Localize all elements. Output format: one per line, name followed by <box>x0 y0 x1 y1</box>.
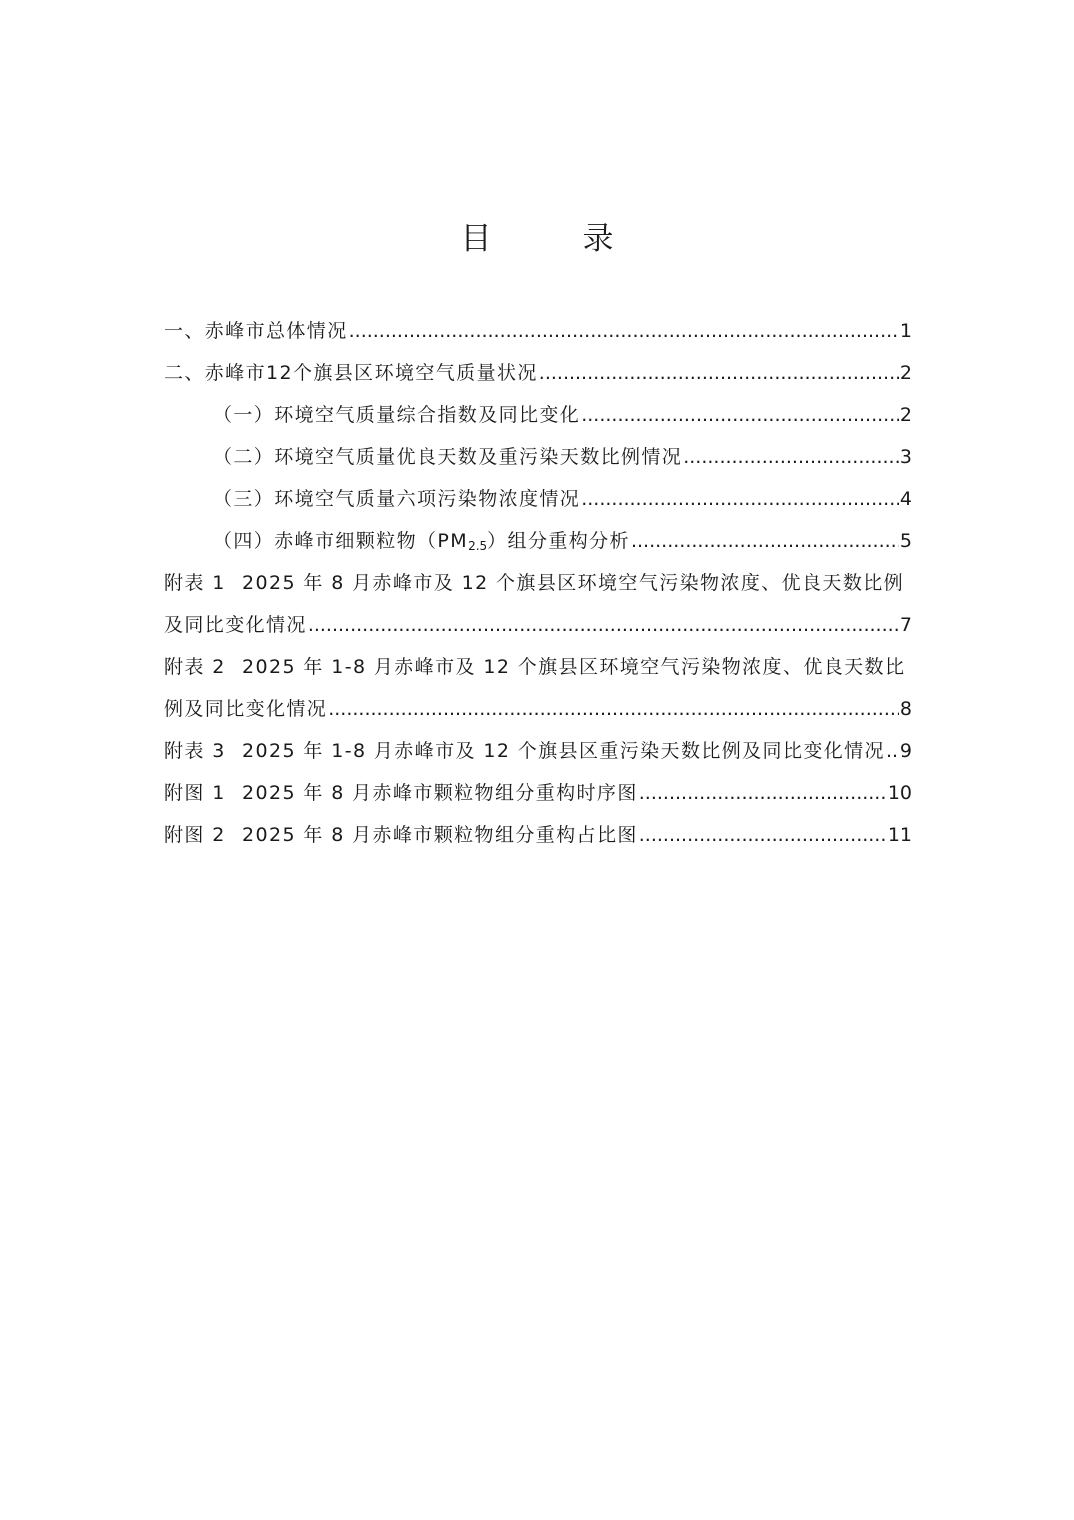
toc-page-number: 7 <box>899 614 912 636</box>
appendix-label: 附表 2 <box>164 656 226 678</box>
leader-dots <box>581 478 899 520</box>
toc-appendix-entry[interactable] <box>164 646 912 730</box>
toc-figure-entry[interactable] <box>164 772 912 814</box>
figure-label: 附图 1 <box>164 782 226 804</box>
leader-dots <box>639 772 887 814</box>
toc-entry-text: 二、赤峰市12个旗县区环境空气质量状况 <box>164 362 538 384</box>
toc-subentry[interactable] <box>164 478 912 520</box>
toc-entry[interactable] <box>164 310 912 352</box>
toc-entry-text: （二）环境空气质量优良天数及重污染天数比例情况 <box>213 446 683 468</box>
leader-dots <box>639 814 887 856</box>
leader-dots <box>631 520 899 562</box>
leader-dots <box>683 436 899 478</box>
toc-page-number: 8 <box>899 698 912 720</box>
toc-page-number: 10 <box>887 782 912 804</box>
toc-entry[interactable] <box>164 352 912 394</box>
toc-subentry[interactable] <box>164 436 912 478</box>
appendix-label: 附表 3 <box>164 740 226 762</box>
toc-entry-text-after: ）组分重构分析 <box>487 530 630 552</box>
toc-page-number: 2 <box>899 362 912 384</box>
leader-dots <box>328 688 899 730</box>
toc-entry-text: 2025 年 8 月赤峰市颗粒物组分重构时序图 <box>242 782 638 804</box>
toc-entry-text: （三）环境空气质量六项污染物浓度情况 <box>213 488 581 510</box>
toc-page-number: 11 <box>887 824 912 846</box>
toc-page-number: 2 <box>899 404 912 426</box>
figure-label: 附图 2 <box>164 824 226 846</box>
toc-entry-text: 一、赤峰市总体情况 <box>164 320 348 342</box>
appendix-label: 附表 1 <box>164 572 226 594</box>
toc-entry-text-continued: 例及同比变化情况 <box>164 698 328 720</box>
table-of-contents <box>164 310 912 856</box>
toc-page-number: 4 <box>899 488 912 510</box>
toc-figure-entry[interactable] <box>164 814 912 856</box>
toc-page-number: 1 <box>899 320 912 342</box>
leader-dots <box>886 730 899 772</box>
toc-entry-text: （一）环境空气质量综合指数及同比变化 <box>213 404 581 426</box>
leader-dots <box>308 604 899 646</box>
toc-entry-text: 2025 年 1-8 月赤峰市及 12 个旗县区重污染天数比例及同比变化情况 <box>242 740 885 762</box>
toc-entry-text: 2025 年 8 月赤峰市颗粒物组分重构占比图 <box>242 824 638 846</box>
toc-subentry[interactable] <box>164 394 912 436</box>
toc-entry-text: 2025 年 8 月赤峰市及 12 个旗县区环境空气污染物浓度、优良天数比例 <box>242 572 905 594</box>
toc-page-number: 9 <box>899 740 912 762</box>
leader-dots <box>349 310 899 352</box>
toc-title: 目 录 <box>460 221 644 257</box>
leader-dots <box>581 394 899 436</box>
toc-entry-text <box>213 520 630 564</box>
toc-entry-text-continued: 及同比变化情况 <box>164 614 307 636</box>
toc-subentry[interactable] <box>164 520 912 562</box>
toc-page-number: 5 <box>899 530 912 552</box>
toc-appendix-entry[interactable] <box>164 730 912 772</box>
leader-dots <box>539 352 899 394</box>
toc-entry-text-before: （四）赤峰市细颗粒物（PM <box>213 530 469 552</box>
toc-page-number: 3 <box>899 446 912 468</box>
toc-appendix-entry[interactable] <box>164 562 912 646</box>
toc-entry-text: 2025 年 1-8 月赤峰市及 12 个旗县区环境空气污染物浓度、优良天数比 <box>242 656 906 678</box>
pm-subscript: 2.5 <box>468 539 488 553</box>
